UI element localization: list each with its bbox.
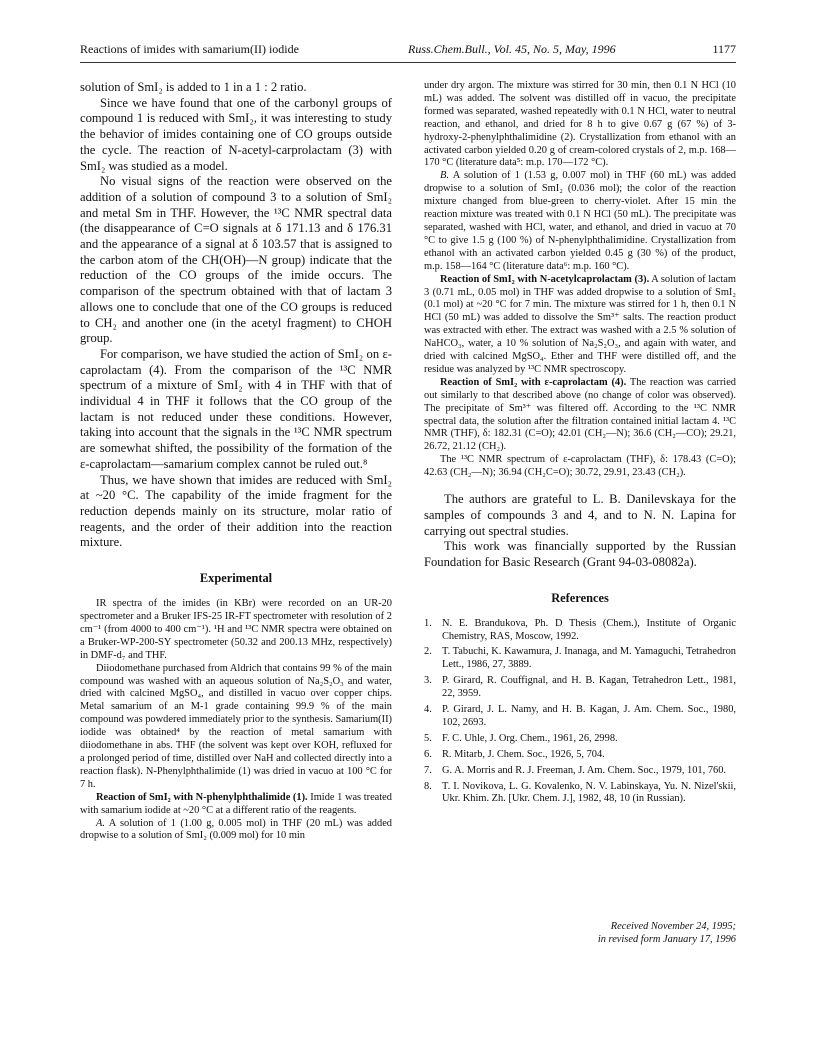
procedure-label: Reaction of SmI₂ with ε-caprolactam (4). (440, 376, 627, 388)
page-number: 1177 (712, 42, 736, 56)
paragraph: This work was financially supported by the Russian Foundation for Basic Research (Grant 94-03-08082a). (424, 539, 736, 569)
procedure-label: B. (440, 170, 449, 182)
reference-number: 6. (424, 748, 432, 760)
paragraph (424, 170, 736, 273)
procedure-text: Imide 1 was treated with samarium iodide at ~20 °C at a different ratio of the reagents. (80, 791, 392, 816)
paragraph: Diiodomethane purchased from Aldrich that contains 99 % of the main compound was washed with an aqueous solution of Na₂S₂O₃ and water, dried with calcined MgSO₄, and distilled in vacuo over copper chips. Metal samarium of an M-1 grade containing 99.9 % of the main compound was powdered immediately prior to the synthesis. Samarium(II) iodide was obtained⁴ by the reaction of metal samarium with diiodomethane in abs. THF (the solvent was kept over KOH, refluxed for a prolonged period of time, distilled over NaH and collected directly into a reaction flask). N-Phenylphthalimide (1) was dried in vacuo at 100 °C for 7 h. (80, 662, 392, 790)
paragraph: The ¹³C NMR spectrum of ε-caprolactam (THF), δ: 178.43 (C=O); 42.63 (CH₂—N); 36.94 (CH₂C=O); 30.72, 29.91, 23.43 (CH₂). (424, 454, 736, 479)
references-heading: References (551, 590, 609, 605)
paragraph: Since we have found that one of the carbonyl groups of compound 1 is reduced with SmI₂, it was interesting to study the behavior of imides containing one of CO groups outside the cycle. The reaction of N-acetyl-carprolactam (3) with SmI₂ was studied as a model. (80, 95, 392, 173)
reference-text: F. C. Uhle, J. Org. Chem., 1961, 26, 2998. (442, 732, 618, 744)
received-line: Received November 24, 1995; (610, 921, 736, 932)
reference-item (424, 704, 736, 730)
reference-text: G. A. Morris and R. J. Freeman, J. Am. Chem. Soc., 1979, 101, 760. (442, 764, 727, 776)
paragraph: under dry argon. The mixture was stirred for 30 min, then 0.1 N HCl (10 mL) was added. The solvent was distilled off in vacuo, the precipitate formed was separated, washed repeatedly with 0.1 N HCl, water to neutral reaction, and ethanol, and dried for 8 h to give 0.67 g (67 %) of 3-hydroxy-2-phenylphthalimidine (2). Crystallization from ethanol with an activated carbon yielded 0.20 g of cream-colored crystals of 2, m.p. 168—170 °C (literature data⁵: m.p. 170—172 °C). (424, 80, 736, 169)
reference-item (424, 781, 736, 807)
paragraph (80, 792, 392, 818)
reference-text: P. Girard, R. Couffignal, and H. B. Kagan, Tetrahedron Lett., 1981, 22, 3959. (442, 675, 736, 700)
running-header (80, 40, 736, 63)
references-list (424, 618, 736, 807)
journal-page (80, 40, 736, 1030)
experimental-heading: Experimental (199, 571, 273, 586)
left-column (80, 80, 392, 843)
paragraph: For comparison, we have studied the action of SmI₂ on ε-caprolactam (4). From the comparison of the ¹³C NMR spectrum of a mixture of SmI₂ with 4 in THF with that of individual 4 in THF it follows that the CO group of the lactam is not reduced under these conditions. However, taking into account that the signals in the ¹³C NMR spectrum are somewhat shifted, the possibility of the formation of the ε-caprolactam—samarium complex cannot be ruled out.⁸ (80, 346, 392, 471)
procedure-text: A solution of 1 (1.53 g, 0.007 mol) in THF (60 mL) was added dropwise to a solution of SmI₂ (0.036 mol); the color of the reaction mixture changed from blue-green to cherry-violet. After 15 min the reaction mixture was treated with 0.1 N HCl (50 mL). The precipitate was separated, washed with HCl, water, and ethanol, and dried in vacuo at 70 °C to give 1.5 g (100 %) of N-phenylphthalimidine. Crystallization from ethanol with an activated carbon yielded 0.45 g (30 %) of the product, m.p. 158—164 °C (literature data⁶: m.p. 160 °C). (424, 170, 736, 272)
journal-citation: Russ.Chem.Bull., Vol. 45, No. 5, May, 1996 (408, 42, 616, 56)
reference-item (424, 646, 736, 672)
reference-item (424, 618, 736, 644)
reference-text: P. Girard, J. L. Namy, and H. B. Kagan, J. Am. Chem. Soc., 1980, 102, 2693. (442, 704, 736, 728)
reference-number: 8. (424, 780, 432, 792)
reference-item (424, 733, 736, 746)
reference-item (424, 749, 736, 762)
paragraph (424, 377, 736, 454)
results-discussion (80, 80, 392, 551)
received-dates (598, 920, 736, 946)
paragraph: The authors are grateful to L. B. Danilevskaya for the samples of compounds 3 and 4, and to N. N. Lapina for carrying out spectral studies. (424, 492, 736, 538)
procedure-text: A solution of lactam 3 (0.71 mL, 0.05 mol) in THF was added dropwise to a solution of SmI₂ (0.1 mol) at ~20 °C for 7 min. The mixture was stirred for 1 h, then 0.1 N HCl (50 mL) was added to dissolve the Sm³⁺ salts. The reaction product was extracted with ether. The extract was washed with a 2.5 % solution of NaHCO₃, water, a 10 % solution of Na₂S₂O₃, and again with water, and dried with calcined MgSO₄. Ether and THF were distilled off, and the residue was analyzed by ¹³C NMR spectroscopy. (424, 273, 736, 375)
procedure-label: Reaction of SmI₂ with N-phenylphthalimide (1). (96, 791, 308, 803)
procedure-text: A solution of 1 (1.00 g, 0.005 mol) in THF (20 mL) was added dropwise to a solution of SmI₂ (0.009 mol) for 10 min (80, 817, 392, 842)
reference-item (424, 675, 736, 701)
running-title: Reactions of imides with samarium(II) iodide (80, 42, 299, 56)
reference-number: 5. (424, 732, 432, 744)
experimental-section (80, 598, 392, 843)
procedure-label: A. (96, 817, 105, 829)
reference-text: R. Mitarb, J. Chem. Soc., 1926, 5, 704. (442, 748, 605, 760)
reference-number: 4. (424, 704, 432, 716)
paragraph: Thus, we have shown that imides are reduced with SmI₂ at ~20 °C. The capability of the imide fragment for the reduction depends mainly on its structure, molar ratio of reagents, and the order of their addition into the reaction mixture. (80, 472, 392, 550)
paragraph: IR spectra of the imides (in KBr) were recorded on an UR-20 spectrometer and a Bruker IFS-25 IR-FT spectrometer with resolution of 2 cm⁻¹ (from 4000 to 400 cm⁻¹). ¹H and ¹³C NMR spectra were obtained on a Bruker-WP-200-SY spectrometer (50.32 and 200.13 MHz, respectively) in DMF-d₇ and THF. (80, 598, 392, 661)
paragraph (424, 274, 736, 377)
paragraph: No visual signs of the reaction were observed on the addition of a solution of compound 3 to a solution of SmI₂ and metal Sm in THF. However, the ¹³C NMR spectral data (the disappearance of C=O signals at δ 171.13 and δ 176.31 and the appearance of a signal at δ 103.57 that is assigned to the carbon atom of the CH(OH)—N group) indicate that the reduction of the CO groups of the imide occurs. The comparison of the spectrum obtained with that of lactam 3 allows one to conclude that one of the CO groups is reduced to CH₂ and another one (in the acetyl fragment) to CHOH group. (80, 174, 392, 346)
reference-number: 7. (424, 764, 432, 776)
procedure-label: Reaction of SmI₂ with N-acetylcaprolactam (3). (440, 273, 650, 285)
reference-number: 3. (424, 675, 432, 687)
paragraph (80, 818, 392, 844)
reference-number: 1. (424, 617, 432, 629)
reference-item (424, 765, 736, 778)
right-column (424, 80, 736, 809)
paragraph: solution of SmI₂ is added to 1 in a 1 : 2 ratio. (80, 80, 307, 94)
reference-text: N. E. Brandukova, Ph. D Thesis (Chem.), Institute of Organic Chemistry, RAS, Moscow, 1992. (442, 617, 736, 642)
acknowledgments (424, 492, 736, 571)
experimental-continued (424, 80, 736, 480)
reference-text: T. I. Novikova, L. G. Kovalenko, N. V. Labinskaya, Yu. N. Nizel'skii, Ukr. Khim. Zh. [Ukr. Chem. J.], 1982, 48, 10 (in Russian). (442, 780, 736, 805)
reference-number: 2. (424, 646, 432, 658)
revised-line: in revised form January 17, 1996 (597, 934, 736, 945)
procedure-text: The reaction was carried out similarly to that described above (no change of color was observed). The precipitate of Sm³⁺ was filtered off. According to the ¹³C NMR spectral data, the solution after the filtration contained initial lactam 4. ¹³C NMR (THF), δ: 182.31 (C=O); 42.01 (CH₂—N); 36.6 (CH₂—CO); 29.21, 26.72, 21.12 (CH₂). (424, 376, 736, 453)
reference-text: T. Tabuchi, K. Kawamura, J. Inanaga, and M. Yamaguchi, Tetrahedron Lett., 1986, 27, 3889. (442, 646, 736, 671)
